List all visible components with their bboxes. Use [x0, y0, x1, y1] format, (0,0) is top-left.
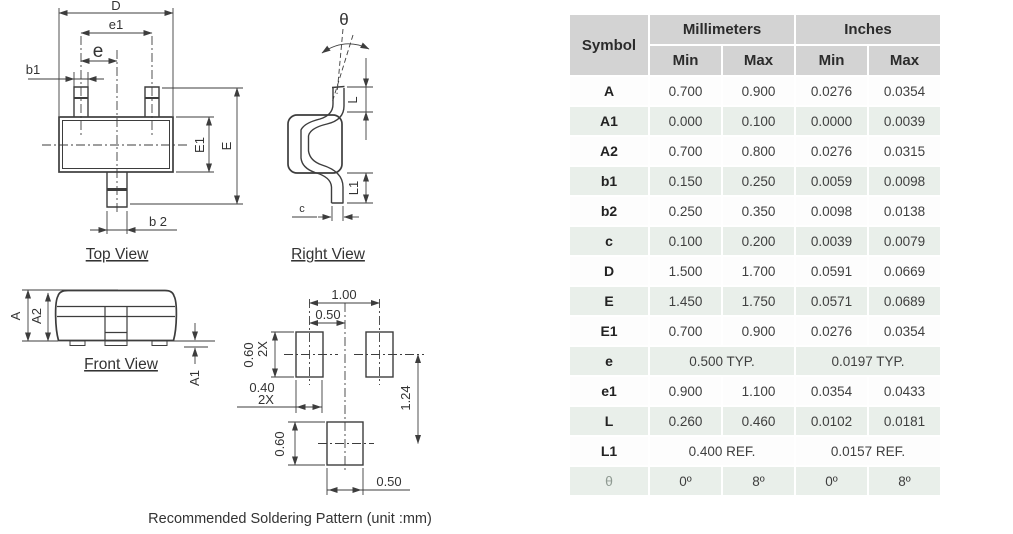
in-max-cell: 0.0138 [869, 197, 940, 225]
dim-label-A: A [8, 311, 23, 321]
table-row [570, 197, 940, 225]
in-max-cell: 0.0354 [869, 317, 940, 345]
symbol-cell: A [570, 77, 648, 105]
symbol-cell: A2 [570, 137, 648, 165]
dim-label-theta: θ [339, 10, 349, 29]
in-max-cell: 0.0689 [869, 287, 940, 315]
in-min-cell: 0.0102 [796, 407, 867, 435]
table-row [570, 287, 940, 315]
in-max-cell: 0.0079 [869, 227, 940, 255]
dim-label-L: L [345, 96, 360, 104]
dim-label-c: c [299, 203, 305, 215]
table-row [570, 467, 940, 495]
dim-label-A1: A1 [187, 370, 202, 386]
dim-label-0.60-top: 0.60 [241, 342, 256, 368]
dim-label-0.50-top: 0.50 [315, 307, 341, 322]
symbol-cell: c [570, 227, 648, 255]
soldering-pattern [237, 287, 424, 495]
header-mm-max: Max [723, 46, 794, 75]
in-max-cell: 0.0669 [869, 257, 940, 285]
dim-label-0.60-bottom: 0.60 [272, 431, 287, 457]
dim-label-L1: L1 [346, 180, 361, 196]
symbol-cell: L1 [570, 437, 648, 465]
mm-min-cell: 0.700 [650, 137, 721, 165]
symbol-cell: e1 [570, 377, 648, 405]
dim-label-b1: b1 [25, 62, 41, 77]
table-row [570, 437, 940, 465]
symbol-cell: D [570, 257, 648, 285]
top-view-title: Top View [85, 246, 149, 263]
soldering-pattern-caption: Recommended Soldering Pattern (unit :mm) [148, 511, 432, 527]
mm-span-cell: 0.400 REF. [650, 437, 794, 465]
dim-label-E: E [219, 141, 234, 151]
in-min-cell: 0º [796, 467, 867, 495]
symbol-cell: E [570, 287, 648, 315]
dim-label-1.00: 1.00 [331, 287, 357, 302]
in-span-cell: 0.0157 REF. [796, 437, 940, 465]
front-view [8, 290, 215, 386]
symbol-cell: e [570, 347, 648, 375]
header-in-max: Max [869, 46, 940, 75]
mm-max-cell: 0.100 [723, 107, 794, 135]
mm-max-cell: 0.900 [723, 317, 794, 345]
in-min-cell: 0.0591 [796, 257, 867, 285]
dim-label-b2: b 2 [148, 214, 168, 229]
mm-min-cell: 0.150 [650, 167, 721, 195]
mm-min-cell: 0.900 [650, 377, 721, 405]
dim-label-1.24: 1.24 [398, 385, 413, 411]
mm-min-cell: 1.450 [650, 287, 721, 315]
symbol-cell: b2 [570, 197, 648, 225]
table-row [570, 317, 940, 345]
in-max-cell: 0.0181 [869, 407, 940, 435]
in-max-cell: 0.0315 [869, 137, 940, 165]
table-row [570, 257, 940, 285]
table-row [570, 227, 940, 255]
top-view [26, 0, 243, 263]
in-max-cell: 0.0354 [869, 77, 940, 105]
package-body [59, 117, 173, 172]
front-view-title: Front View [84, 356, 158, 373]
header-in-min: Min [796, 46, 867, 75]
mm-max-cell: 0.900 [723, 77, 794, 105]
table-row [570, 377, 940, 405]
dim-label-2x-top: 2X [255, 341, 270, 357]
symbol-cell: A1 [570, 107, 648, 135]
dim-label-e1: e1 [108, 17, 124, 32]
mm-min-cell: 0.000 [650, 107, 721, 135]
header-inches: Inches [796, 15, 940, 44]
in-min-cell: 0.0000 [796, 107, 867, 135]
in-min-cell: 0.0039 [796, 227, 867, 255]
header-millimeters: Millimeters [650, 15, 794, 44]
mm-max-cell: 0.250 [723, 167, 794, 195]
in-max-cell: 8º [869, 467, 940, 495]
dim-label-e: e [92, 41, 104, 62]
mm-max-cell: 0.800 [723, 137, 794, 165]
table-row [570, 347, 940, 375]
gullwing-lead-upper [301, 88, 333, 203]
table-row [570, 137, 940, 165]
in-min-cell: 0.0354 [796, 377, 867, 405]
mm-span-cell: 0.500 TYP. [650, 347, 794, 375]
mm-min-cell: 0.250 [650, 197, 721, 225]
mm-max-cell: 0.200 [723, 227, 794, 255]
table-row [570, 407, 940, 435]
table-row [570, 167, 940, 195]
dim-label-A2: A2 [29, 308, 44, 324]
in-max-cell: 0.0433 [869, 377, 940, 405]
dim-label-2x-bottom: 2X [258, 392, 274, 407]
dim-label-0.50-bottom: 0.50 [376, 474, 402, 489]
right-view-title: Right View [291, 246, 365, 263]
in-min-cell: 0.0276 [796, 137, 867, 165]
header-symbol: Symbol [570, 15, 648, 75]
mm-min-cell: 0.700 [650, 77, 721, 105]
mm-max-cell: 0.460 [723, 407, 794, 435]
symbol-cell: L [570, 407, 648, 435]
dim-label-D: D [111, 0, 121, 13]
mm-min-cell: 0º [650, 467, 721, 495]
symbol-cell: E1 [570, 317, 648, 345]
symbol-cell: θ [570, 467, 648, 495]
in-span-cell: 0.0197 TYP. [796, 347, 940, 375]
mm-max-cell: 1.750 [723, 287, 794, 315]
mm-max-cell: 0.350 [723, 197, 794, 225]
table-header [570, 15, 940, 75]
dimension-table [568, 13, 942, 497]
dim-label-E1: E1 [192, 137, 207, 153]
in-min-cell: 0.0276 [796, 317, 867, 345]
mm-max-cell: 1.700 [723, 257, 794, 285]
symbol-cell: b1 [570, 167, 648, 195]
dim-label-0.40: 0.40 [249, 380, 275, 395]
mm-min-cell: 0.260 [650, 407, 721, 435]
header-mm-min: Min [650, 46, 721, 75]
in-min-cell: 0.0098 [796, 197, 867, 225]
mm-min-cell: 0.700 [650, 317, 721, 345]
table-row [570, 77, 940, 105]
in-min-cell: 0.0276 [796, 77, 867, 105]
table-row [570, 107, 940, 135]
in-min-cell: 0.0059 [796, 167, 867, 195]
table-body [570, 77, 940, 495]
mm-max-cell: 8º [723, 467, 794, 495]
mm-min-cell: 1.500 [650, 257, 721, 285]
mm-max-cell: 1.100 [723, 377, 794, 405]
in-max-cell: 0.0039 [869, 107, 940, 135]
mm-min-cell: 0.100 [650, 227, 721, 255]
in-min-cell: 0.0571 [796, 287, 867, 315]
package-body-side [288, 115, 342, 173]
in-max-cell: 0.0098 [869, 167, 940, 195]
right-view [288, 10, 373, 263]
